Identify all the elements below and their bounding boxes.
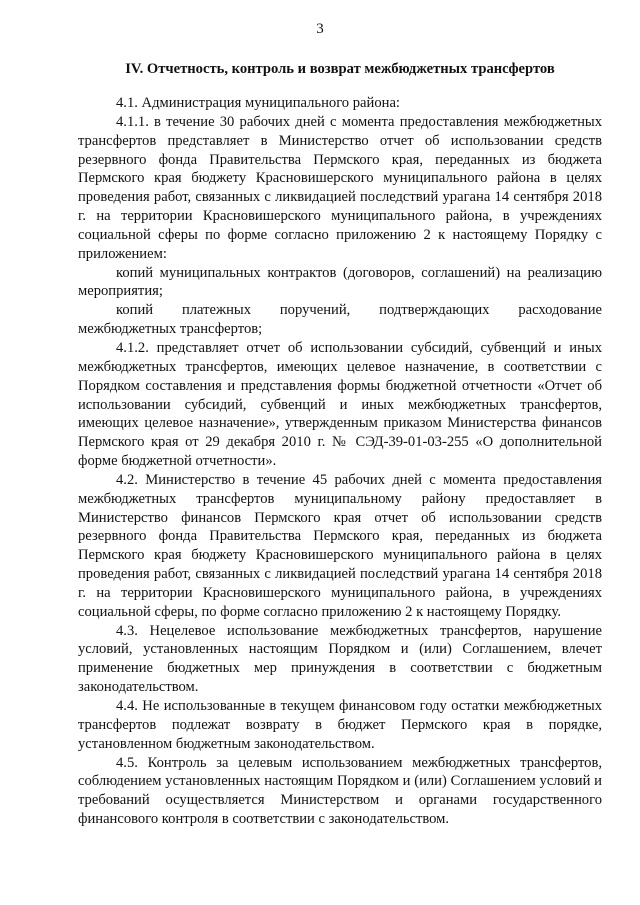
paragraph-4-1-2: 4.1.2. представляет отчет об использовании субсидий, субвенций и иных межбюджетных трансфертов, имеющих целевое назначение, в соответствии с Порядком составления и представления формы бюджетной отчетности «Отчет об использовании субсидий, субвенций и иных межбюджетных трансфертов, имеющих целевое назначение», утвержденным приказом Министерства финансов Пермского края от 29 декабря 2010 г. № СЭД-39-01-03-255 «О дополнительной форме бюджетной отчетности». (78, 339, 602, 470)
body-text (78, 94, 602, 829)
page-number: 3 (316, 21, 324, 37)
section-heading: IV. Отчетность, контроль и возврат межбюджетных трансфертов (125, 61, 555, 77)
paragraph-4-1-1: 4.1.1. в течение 30 рабочих дней с момента предоставления межбюджетных трансфертов представляет в Министерство отчет об использовании средств резервного фонда Правительства Пермского края, переданных из бюджета Пермского края бюджету Красновишерского муниципального района в целях проведения работ, связанных с ликвидацией последствий урагана 14 сентября 2018 г. на территории Красновишерского муниципального района, в учреждениях социальной сферы по форме согласно приложению 2 к настоящему Порядку с приложением: (78, 113, 602, 262)
paragraph-4-4: 4.4. Не использованные в текущем финансовом году остатки межбюджетных трансфертов подлежат возврату в бюджет Пермского края в порядке, установленном бюджетным законодательством. (78, 698, 602, 752)
paragraph-4-1: 4.1. Администрация муниципального района: (116, 95, 400, 111)
paragraph-contract-copies: копий муниципальных контрактов (договоров, соглашений) на реализацию мероприятия; (78, 264, 602, 300)
paragraph-4-2: 4.2. Министерство в течение 45 рабочих дней с момента предоставления межбюджетных трансфертов муниципальному району предоставляет в Министерство финансов Пермского края отчет об использовании средств резервного фонда Правительства Пермского края, переданных из бюджета Пермского края бюджету Красновишерского муниципального района в целях проведения работ, связанных с ликвидацией последствий урагана 14 сентября 2018 г. на территории Красновишерского муниципального района, в учреждениях социальной сферы, по форме согласно приложению 2 к настоящему Порядку. (78, 471, 602, 620)
paragraph-4-5: 4.5. Контроль за целевым использованием межбюджетных трансфертов, соблюдением установленных настоящим Порядком и (или) Соглашением условий и требований осуществляется Министерством и органами государственного финансового контроля в соответствии с законодательством. (78, 754, 602, 828)
paragraph-payment-copies: копий платежных поручений, подтверждающих расходование межбюджетных трансфертов; (78, 302, 602, 338)
paragraph-4-3: 4.3. Нецелевое использование межбюджетных трансфертов, нарушение условий, установленных настоящим Порядком и (или) Соглашением, влечет применение бюджетных мер принуждения в соответствии с бюджетным законодательством. (78, 622, 602, 696)
